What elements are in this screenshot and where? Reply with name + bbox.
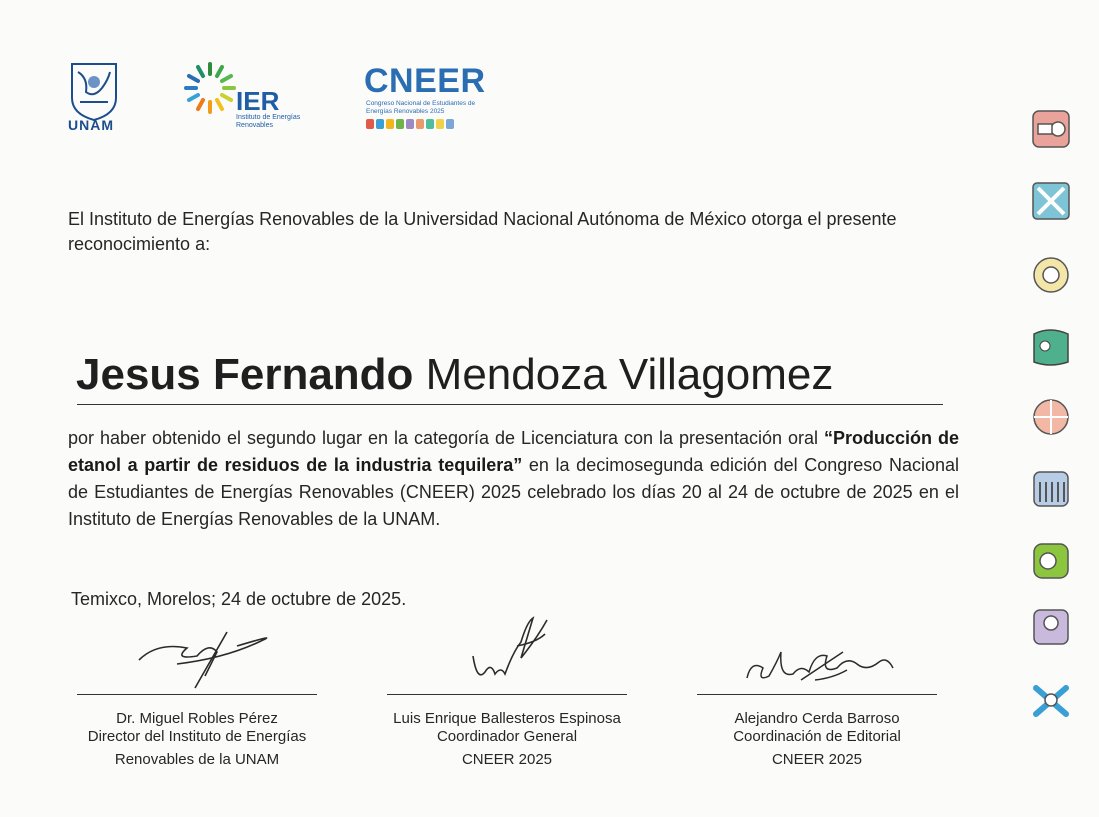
award-text-after: en la decimosegunda edición del Congreso Nacional de Estudiantes de Energías Renovables (CNEER) 2025 celebrado los días 20 al 24 de octubre de 2025 en el Instituto de Energías Renovables de la UNAM. [68,455,959,529]
handwritten-signature-3 [697,612,937,692]
signatory-name-2: Luis Enrique Ballesteros Espinosa [393,710,621,727]
signature-block-coordinator [387,612,627,782]
recipient-family-names: Mendoza Villagomez [425,350,834,399]
glyph-4-icon [1030,326,1072,368]
cneer-label: CNEER [364,62,486,100]
signature-line-3 [697,694,937,695]
glyph-8-icon [1030,606,1072,648]
signatory-role-3-line1: Coordinación de Editorial [733,728,901,745]
award-description [68,425,959,533]
presentation-title: “Producción de etanol a partir de residuos de la industria tequilera” [68,428,959,475]
intro-text: El Instituto de Energías Renovables de la Universidad Nacional Autónoma de México otorga el presente reconocimiento a: [68,209,897,254]
glyph-5-icon [1030,396,1072,438]
cneer-glyph-row-icon [366,119,454,129]
glyph-3-icon [1030,254,1072,296]
glyph-2-icon [1030,180,1072,222]
recipient-name [76,345,948,405]
ier-label: IER [236,86,280,116]
recipient-given-names: Jesus Fernando [76,350,414,399]
place-date: Temixco, Morelos; 24 de octubre de 2025. [71,589,407,609]
signatory-role-2-line1: Coordinador General [436,728,578,745]
glyph-1-icon [1030,108,1072,150]
signatory-name-1: Dr. Miguel Robles Pérez [116,710,278,727]
signature-line-2 [387,694,627,695]
unam-label: UNAM [68,117,114,133]
ier-subtitle: Instituto de Energías Renovables [236,114,301,129]
glyph-7-icon [1030,540,1072,582]
glyph-9-icon [1030,678,1072,720]
signatory-role-1-line2: Renovables de la UNAM [114,751,280,768]
signatory-role-2-line2: CNEER 2025 [461,751,553,768]
glyph-6-icon [1030,468,1072,510]
signature-block-director [77,612,317,782]
signature-line-1 [77,694,317,695]
handwritten-signature-2 [387,612,627,692]
signatory-role-3-line2: CNEER 2025 [771,751,863,768]
signature-block-editorial [697,612,937,782]
award-text-before: por haber obtenido el segundo lugar en la categoría de Licenciatura con la presentación oral [68,428,825,448]
recipient-underline [77,404,943,405]
signatory-name-3: Alejandro Cerda Barroso [734,710,900,727]
cneer-subtitle: Congreso Nacional de Estudiantes de Energías Renovables 2025 [366,100,476,115]
header-logos [0,0,1099,150]
signatory-role-1-line1: Director del Instituto de Energías [87,728,307,745]
handwritten-signature-1 [77,612,317,692]
